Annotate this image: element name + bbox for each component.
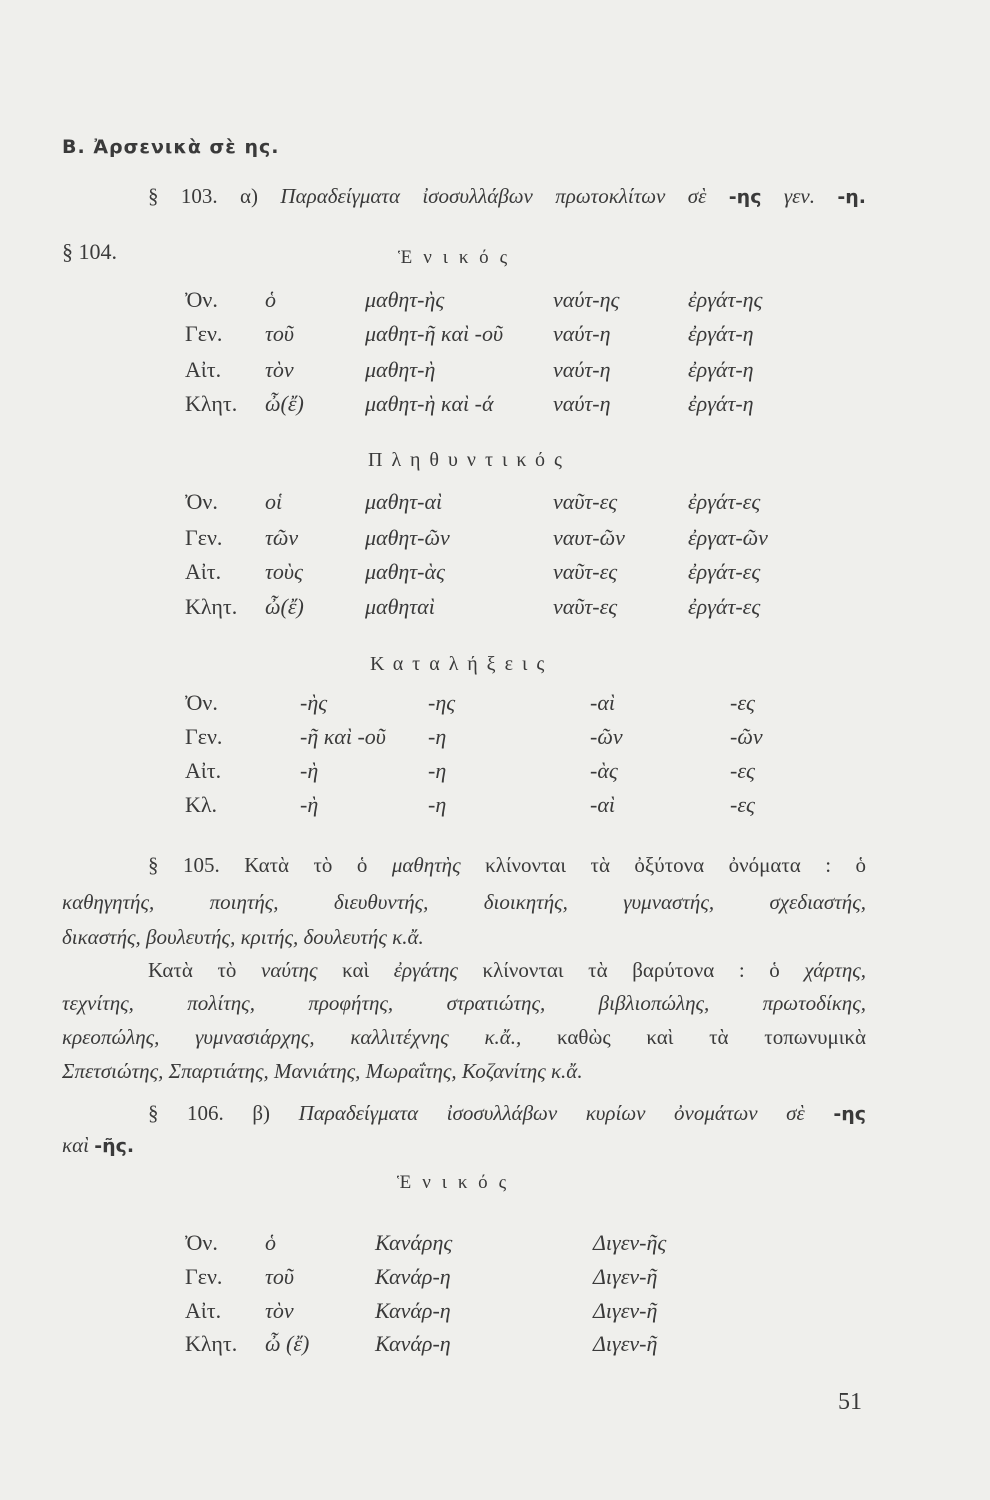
ending-text: -ης: [833, 1103, 866, 1125]
ending: -ὴ: [300, 758, 319, 783]
table-row: [0, 594, 990, 620]
form: ναῦτ-ες: [553, 489, 618, 514]
form: Κανάρ-η: [375, 1264, 451, 1289]
case-label: Ὀν.: [185, 489, 218, 514]
table-row: [0, 287, 990, 313]
ending: -ες: [730, 792, 755, 817]
table-row: [0, 1264, 990, 1290]
case-label: Αἰτ.: [185, 559, 222, 584]
genitive-label: γεν.: [783, 184, 815, 208]
paragraph-number: § 106.: [148, 1101, 224, 1125]
paragraph-103: [148, 183, 866, 210]
article: τοὺς: [265, 559, 303, 584]
section-heading: Β. Ἀρσενικὰ σὲ ης.: [62, 136, 280, 158]
table-row: [0, 792, 990, 818]
case-label: Αἰτ.: [185, 1298, 222, 1323]
article: ὦ(ἔ): [265, 594, 304, 619]
article: τοῦ: [265, 1264, 294, 1289]
ending: -η: [428, 724, 447, 749]
paragraph-105-line: καθηγητής, ποιητής, διευθυντής, διοικητής, γυμναστής, σχεδιαστής,: [62, 890, 866, 914]
ending: -ῶν: [590, 724, 623, 749]
case-label: Κλητ.: [185, 1331, 238, 1356]
paragraph-105b-line: τεχνίτης, πολίτης, προφήτης, στρατιώτης, βιβλιοπώλης, πρωτοδίκης,: [62, 991, 866, 1015]
genitive-ending: -η.: [837, 186, 867, 208]
case-label: Κλητ.: [185, 391, 238, 416]
form: ναυτ-ῶν: [553, 525, 625, 550]
table-row: [0, 559, 990, 585]
paragraph-number: § 105.: [148, 853, 220, 877]
form: ναύτ-η: [553, 321, 611, 346]
form: ἐργάτ-η: [688, 321, 754, 346]
table-row: [0, 758, 990, 784]
form: Διγεν-ῆ: [593, 1298, 658, 1323]
article: τὸν: [265, 357, 294, 382]
table-row: [0, 1230, 990, 1256]
ending: -η: [428, 792, 447, 817]
case-label: Γεν.: [185, 1264, 223, 1289]
table-title-singular: Ἑνικός: [398, 247, 519, 268]
ending: -ες: [730, 758, 755, 783]
form: ἐργάτ-ες: [688, 559, 761, 584]
text-segment: χάρτης,: [804, 958, 867, 982]
paragraph-105-line: [148, 852, 866, 878]
paragraph-105-line: δικαστής, βουλευτής, κριτής, δουλευτής κ.ἄ.: [62, 925, 424, 949]
table-title-endings: Καταλήξεις: [370, 653, 554, 675]
form: μαθητ-ὴς: [365, 287, 445, 312]
article: οἱ: [265, 489, 283, 514]
form: μαθητ-ὴ: [365, 357, 436, 382]
case-label: Ὀν.: [185, 690, 218, 715]
text-segment: μαθητὴς: [391, 853, 461, 877]
paragraph-105b-line: Σπετσιώτης, Σπαρτιάτης, Μανιάτης, Μωραΐτης, Κοζανίτης κ.ἄ.: [62, 1059, 583, 1083]
ending: -ες: [730, 690, 755, 715]
ending: -ῶν: [730, 724, 763, 749]
ending-text: -ης: [728, 186, 762, 208]
article: ὦ (ἔ): [265, 1331, 310, 1356]
table-row: [0, 690, 990, 716]
ending: -ης: [428, 690, 456, 715]
ending: -ῆ καὶ -οῦ: [300, 724, 386, 749]
form: ναῦτ-ες: [553, 559, 618, 584]
ending: -ὰς: [590, 758, 618, 783]
form: Κανάρης: [375, 1230, 453, 1255]
form: Κανάρ-η: [375, 1298, 451, 1323]
table-row: [0, 525, 990, 551]
form: μαθητ-αὶ: [365, 489, 443, 514]
paragraph-number-104: § 104.: [62, 239, 117, 264]
text-segment: ἐργάτης: [393, 958, 458, 982]
text-segment: κρεοπώλης, γυμνασιάρχης, καλλιτέχνης κ.ἄ.,: [62, 1025, 522, 1049]
case-label: Γεν.: [185, 321, 223, 346]
case-label: Αἰτ.: [185, 357, 222, 382]
paragraph-number: § 103.: [148, 184, 218, 208]
case-label: Ὀν.: [185, 1230, 218, 1255]
case-label: Κλητ.: [185, 594, 238, 619]
table-title-plural: Πληθυντικός: [368, 449, 571, 471]
case-label: Γεν.: [185, 724, 223, 749]
table-row: [0, 489, 990, 515]
table-row: [0, 1331, 990, 1357]
article: τὸν: [265, 1298, 294, 1323]
form: μαθητ-ὴ καὶ -ά: [365, 391, 494, 416]
ending-text: -ῆς.: [94, 1135, 135, 1157]
form: μαθητ-ῶν: [365, 525, 450, 550]
form: μαθητ-ὰς: [365, 559, 445, 584]
form: ἐργάτ-ες: [688, 489, 761, 514]
form: Διγεν-ῆς: [593, 1230, 667, 1255]
table-row: [0, 321, 990, 347]
article: ὁ: [265, 287, 276, 312]
ending: -αὶ: [590, 690, 615, 715]
case-label: Ὀν.: [185, 287, 218, 312]
case-label: Αἰτ.: [185, 758, 222, 783]
article: ὁ: [265, 1230, 276, 1255]
text-segment: καθὼς καὶ τὰ τοπωνυμικὰ: [557, 1025, 866, 1049]
paragraph-label: β): [252, 1101, 271, 1125]
text-segment: Κατὰ τὸ: [148, 958, 237, 982]
ending: -ὴς: [300, 690, 328, 715]
text-segment: Παραδείγματα ἰσοσυλλάβων κυρίων ὀνομάτων σὲ: [298, 1101, 805, 1125]
form: ναῦτ-ες: [553, 594, 618, 619]
paragraph-105b-line: [148, 957, 866, 983]
form: ἐργατ-ῶν: [688, 525, 768, 550]
table-row: [0, 1298, 990, 1324]
form: Κανάρ-η: [375, 1331, 451, 1356]
form: ναύτ-ης: [553, 287, 620, 312]
form: ναύτ-η: [553, 357, 611, 382]
ending: -αὶ: [590, 792, 615, 817]
article: τοῦ: [265, 321, 294, 346]
text-segment: κλίνονται τὰ βαρύτονα : ὁ: [482, 958, 780, 982]
ending: -ὴ: [300, 792, 319, 817]
paragraph-label: α): [240, 184, 259, 208]
paragraph-text: Παραδείγματα ἰσοσυλλάβων πρωτοκλίτων σὲ: [280, 184, 707, 208]
table-row: [0, 391, 990, 417]
form: μαθηταὶ: [365, 594, 435, 619]
form: ἐργάτ-ης: [688, 287, 763, 312]
page-number: 51: [838, 1389, 862, 1415]
text-segment: Κατὰ τὸ ὁ: [244, 853, 368, 877]
article: τῶν: [265, 525, 299, 550]
form: ἐργάτ-η: [688, 357, 754, 382]
paragraph-106-line: [62, 1132, 134, 1159]
table-row: [0, 724, 990, 750]
form: Διγεν-ῆ: [593, 1264, 658, 1289]
form: ἐργάτ-ες: [688, 594, 761, 619]
text-segment: καὶ: [62, 1133, 89, 1157]
paragraph-105b-line: [62, 1024, 866, 1050]
table-title-singular-names: Ἑνικός: [397, 1172, 518, 1193]
form: μαθητ-ῆ καὶ -οῦ: [365, 321, 504, 346]
text-segment: κλίνονται τὰ ὀξύτονα ὀνόματα : ὁ: [485, 853, 867, 877]
paragraph-106-line: [148, 1100, 866, 1127]
text-segment: καὶ: [342, 958, 370, 982]
form: ναύτ-η: [553, 391, 611, 416]
ending: -η: [428, 758, 447, 783]
case-label: Γεν.: [185, 525, 223, 550]
text-segment: ναύτης: [261, 958, 318, 982]
case-label: Κλ.: [185, 792, 218, 817]
form: ἐργάτ-η: [688, 391, 754, 416]
table-row: [0, 357, 990, 383]
article: ὦ(ἔ): [265, 391, 304, 416]
form: Διγεν-ῆ: [593, 1331, 658, 1356]
